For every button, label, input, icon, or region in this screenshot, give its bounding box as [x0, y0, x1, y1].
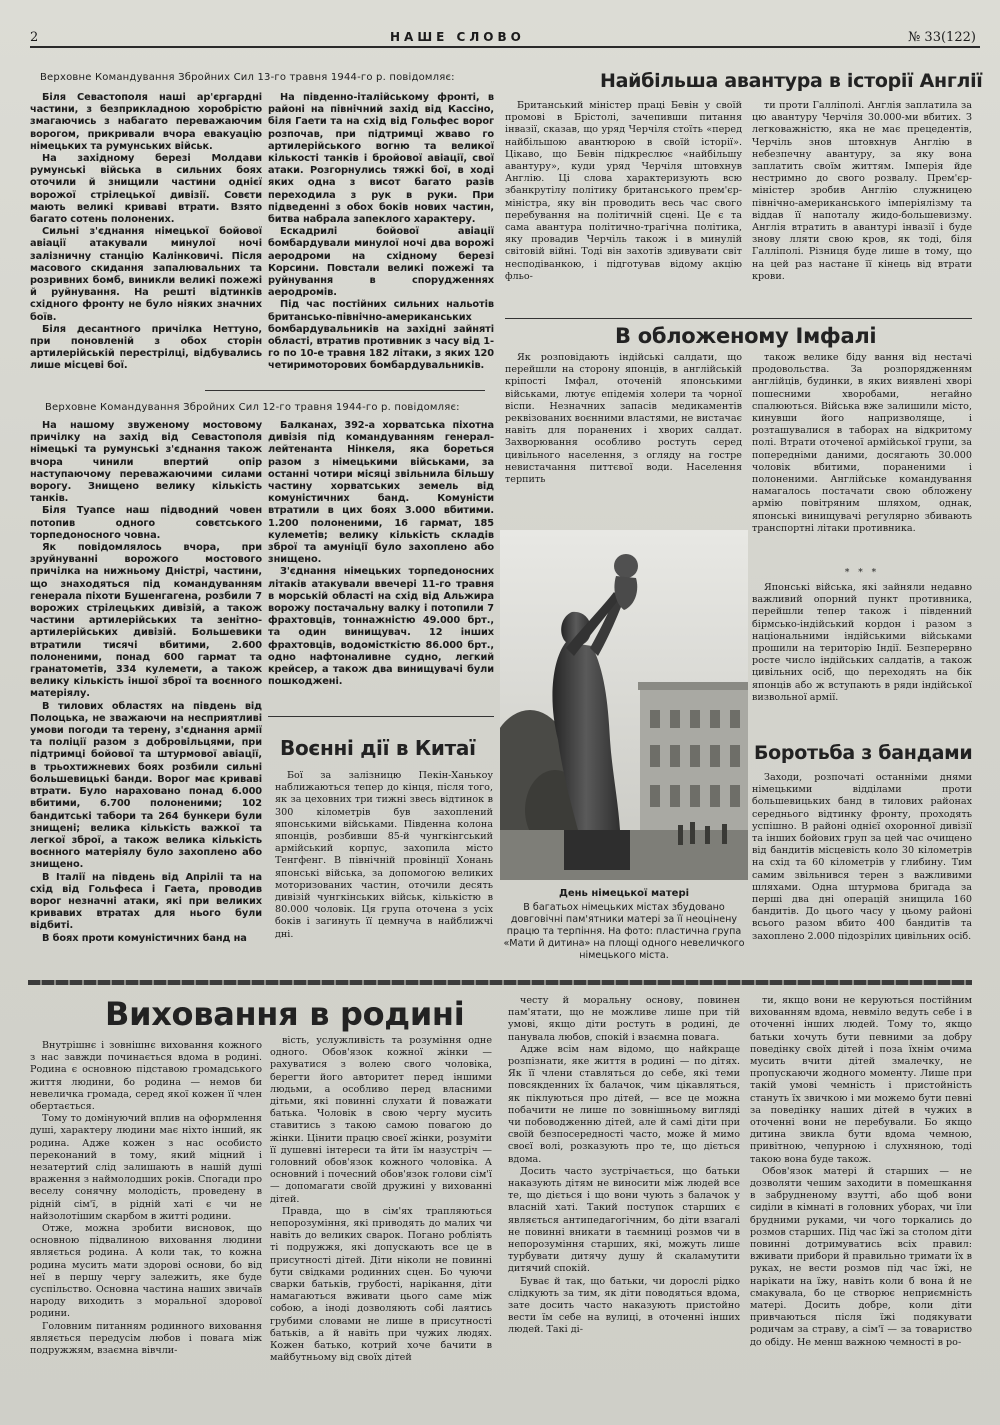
bulletin-2-col-1: [30, 420, 262, 978]
paragraph: Отже, можна зробити висновок, що основною підвалиною виховання людини являється родина. А коли так, то кожна родина мусить мати здорові основи, бо від неї в першу чергу залежить, яке буде суспільство. Основна частина наших звичаїв народу виходить з моральної здорової родини.: [30, 1223, 262, 1320]
upbringing-col-2: [270, 1035, 492, 1400]
upbringing-col-3: [508, 995, 740, 1400]
paragraph: також велике біду вання від нестачі продовольства. За розпорядженням англійців, будинки, в яких виявлені хворі пошесними хворобами, негайно спалюються. Війська вже залишили місто, кинувши його напризволяще, і розташувалися в таборах на відкритому полі. Втрати оточеної армійської групи, за попередніми даними, досягають 30.000 чоловік вбитими, пораненими і полоненими. Англійське командування намагалось постачати свою обложену армію повітряним шляхом, однак, японські винищувачі регулярно збивають транспортні літаки противника.: [752, 352, 972, 534]
gangs-article: [752, 772, 972, 972]
upbringing-col-4: [750, 995, 972, 1400]
paragraph: честу й моральну основу, повинен пам'ятати, що не можливе лише при тій умові, якщо діти ростуть в родині, де панувала любов, спокій і взаємна повага.: [508, 995, 740, 1043]
upbringing-col-1: [30, 1040, 262, 1400]
issue-number: № 33(122): [908, 30, 976, 45]
bulletin-2-title: Верховне Командування Збройних Сил 12-го травня 1944-го р. повідомляє:: [45, 402, 460, 413]
china-article: [275, 770, 493, 978]
paragraph: Британський міністер праці Бевін у своїй промові в Брістолі, зачепивши питання інвазії, сказав, що уряд Черчіля стоїть «перед найбільшою авантюрою в своїй історії». Цікаво, що Бевін підкреслює «найбільшу авантуру», куди уряд Черчіля штовхнув Англію. Ці слова характеризують всю збанкрутілу політику британського прем'єр-міністра, яку він проводить весь час свого перебування на політичній сцені. Це є та сама авантура політично-трагічна політика, яку провадив Черчіль також і в минулій світовій війні. Тоді він захотів здивувати світ несподіванкою, і підготував відому акцію фльо-: [505, 100, 742, 282]
photo-mother-child: [500, 530, 748, 880]
paragraph: Під час постійних сильних нальотів британсько-північно-американських бомбардувальників на західні зайняті області, втратив противник з часу від 1-го по 10-е травня 182 літаки, з яких 120 четиримоторових бомбардувальників.: [268, 299, 494, 372]
paragraph: Біля десантного причілка Неттуно, при поновленій з обох сторін артилерійській перестрілці, відбувались лише місцеві бої.: [30, 323, 262, 372]
article-separator: [505, 318, 972, 319]
imphal-col-2b: [752, 582, 972, 722]
paragraph: Японські війська, які зайняли недавно важливий опорний пункт противника, перейшли тепер також і південний бірмсько-індійський кордон і разом з національними індійськими військами прошили на територію Індії. Безперервно росте число індійських салдатів, а також цивільних осіб, що переходять на бік японців або ж вступають в ряди індійської визвольної армії.: [752, 582, 972, 703]
paragraph: Як розповідають індійські салдати, що перейшли на сторону японців, в англійській кріпості Імфал, оточеній японськими військами, лютує епідемія холери та чорної віспи. Незначних запасів медикаментів реквізованих воєнними властями, не вистачає навіть для поранених і хворих салдат. Захворювання особливо ростуть серед цивільного населення, з огляду на гостре невистачання питтєвої води. Населення терпить: [505, 352, 742, 486]
paragraph: Правда, що в сім'ях трапляються непорозуміння, які приводять до малих чи навіть до великих сварок. Погано робліять ті подружжя, які допускають все це в присутності дітей. Діти ніколи не повинні бути свідками родинних сцен. Бо чуючи сварки батьків, грубості, нарікання, діти намагаються вживати цього саме між собою, а іноді дозволяють собі лаятись грубими словами не лише в присутності батьків, а й навіть при чужих людях. Кожен батько, котрий хоче бачити в майбутньому від своїх дітей: [270, 1205, 492, 1364]
paragraph: ти проти Галліполі. Англія заплатила за цю авантуру Черчіля 30.000-ми вбитих. З легковажністю, яка не має прецедентів, Черчіль знов штовхнув Англію в небезпечну авантуру, за яку вона заплатить своїм життям. Імперія йде нестримно до свого розвалу. Прем'єр-міністер зробив Англію служницею північно-американського імперіялізму та віддав її напоталу жидо-большевизму. Англія втратить в авантурі інвазії і буде знову лляти свою кров, як тоді, біля Галліполі. Різниця буде лише в тому, що на цей раз настане її кінець від втрати крови.: [752, 100, 972, 282]
column-separator: [268, 716, 494, 717]
statue-photo-illustration: [500, 530, 748, 880]
paragraph: В тилових областях на південь від Полоцька, не зважаючи на несприятливі умови погоди та терену, з'єднання армії та поліції разом з добровільцями, при підтримці бойової та штурмової авіації, в трьохтижневих боях розбили сильні большевицькі банди. Ворог має криваві втрати. Було нараховано понад 6.000 вбитими, 6.700 полоненими; 102 бандитські табори та 264 бункери були знищені; велика кількість важкої та легкої зброї, а також велика кількість воєнного матеріялу було захоплено або знищено.: [30, 700, 262, 871]
paragraph: Біля Севастополя наші ар'єргардні частини, з безприкладною хоробрістю змагаючись з набагато переважаючим ворогом, прикривали вчора евакуацію німецьких та румунських військ.: [30, 92, 262, 152]
paragraph: Бої за залізницю Пекін-Ханькоу наближаються тепер до кінця, після того, як за цеховних три тижні звесь відтинок в 300 кілометрів був захоплений японськими військами. Південна колона японців, розбивши 85-й чунгкінгський армійський корпус, захопила місто Тенгфенг. В північній провінції Хонань японські війська, за допомогою великих моторизованих частин, оточили десять дивізій чунгкінських військ, кількістю в 80.000 чоловік. Ця група оточена з усіх боків і загинуть її цемнуча в найближчі дні.: [275, 770, 493, 940]
paragraph: Біля Туапсе наш підводний човен потопив одного совєтського торпедоносного човна.: [30, 505, 262, 541]
gangs-headline: Боротьба з бандами: [754, 742, 973, 764]
paragraph: Заходи, розпочаті останніми днями німецькими відділами проти большевицьких банд в тилових районах середнього відтинку фронту, проходять успішно. В районі однієї охоронної дивізії та інших бойових груп за цей час очищено від бандитів місцевість коло 30 кілометрів на схід та 60 кілометрів у глибину. Тим самим звільнився терен з важливими шляхами. Одна штурмова бригада за перші два дні операцій знищила 160 бандитів. До цього часу у цьому районі всього разом вбито 400 бандитів та захоплено 2.000 підозрілих цивільних осіб.: [752, 772, 972, 942]
paragraph: Досить часто зустрічається, що батьки наказують дітям не виносити між людей все те, що діється і що вони чують з балачок у власній хаті. Такий поступок старших є являється антипедагогічним, бо діти взагалі не повинні вникати в таємниці розмов чи в непорозуміння старших, які, можуть лише турбувати дитячу душу й скаламутити дитячий спокій.: [508, 1165, 740, 1275]
paragraph: Адже всім нам відомо, що найкраще розпізнати, яке життя в родині — по дітях. Як її члени ставляться до себе, які теми повсякденних їх балачок, чим цікавляться, як піклуються про дітей, — все це можна побачити не лише по зовнішньому вигляді чи побоводженню дітей, але й самі діти при своїй безпосередності часто, може й мимо своєї волі, розказують про те, що діється вдома.: [508, 1043, 740, 1165]
imphal-headline: В обложеному Імфалі: [615, 324, 877, 348]
bulletin-separator: [205, 390, 485, 391]
paragraph: Як повідомлялось вчора, при зруйнуванні ворожого мостового причілка на нижньому Дністрі, частини, що знаходяться під командуванням генерала піхоти Бушенгагена, розбили 7 ворожих стрілецьких дивізій, а також частини артилерійських та зенітно-артилерійських дивізій. Большевики втратили тисячі вбитими, 2.600 полоненими, понад 600 гармат та гранатометів, 334 кулемети, а також велику кількість іншої зброї та воєнного матеріялу.: [30, 542, 262, 700]
adventure-headline: Найбільша авантура в історії Англії: [600, 70, 983, 92]
section-divider: [28, 980, 972, 985]
china-headline: Воєнні дії в Китаї: [280, 736, 476, 760]
paragraph: ти, якщо вони не керуються постійним вихованням вдома, невміло ведуть себе і в оточенні інших людей. Тому то, якщо батьки хочуть бути певними за добру поведінку своїх дітей і поза їхнім очима мусить вчити дітей змалечку, не пропускаючи жодного моменту. Лише при такій умові чемність і пристойність стануть їх звичкою і ми можемо бути певні за поведінку наших дітей в чужих в оточенні вони не перебували. Бо якщо дитина звикла бути вдома чемною, привітною, чепурною і слухняною, тоді такою вона буде також.: [750, 995, 972, 1165]
paragraph: Головним питанням родинного виховання являється передусім любов і повага між подружжям, взаємна вівчли-: [30, 1320, 262, 1357]
bulletin-1-col-2: [268, 92, 494, 382]
section-separator: * * *: [844, 568, 880, 578]
paragraph: На нашому звуженому мостовому причілку на захід від Севастополя німецькі та румунські з'єднання також вчора чинили впертий опір наступаючому переважаючими силами ворогу. Знищено велику кількість танків.: [30, 420, 262, 505]
paragraph: Буває й так, що батьки, чи дорослі рідко слідкують за тим, як діти поводяться вдома, зате досить часто наказують пристойно вести їм себе на вулиці, в оточенні інших людей. Такі ді-: [508, 1275, 740, 1336]
photo-caption-title: День німецької матері: [558, 888, 690, 899]
paragraph: Тому то домінуючий вплив на оформлення душі, характеру людини має ніхто інший, як родина. Адже кожен з нас особисто переконаний в тому, який міцний і незатертий слід залишають в нашій душі враження з наймолодших років. Спогади про веселу сонячну молодість, проведену в рідній сім'ї, в рідній хаті є чи не найзолотішим скарбом в житті родини.: [30, 1113, 262, 1222]
bulletin-1-title: Верховне Командування Збройних Сил 13-го травня 1944-го р. повідомляє:: [40, 72, 455, 83]
paragraph: Ескадрилі бойової авіації бомбардували минулої ночі два ворожі аеродроми на східному березі Корсини. Повстали великі пожежі та руйнування в спорудженнях аеродромів.: [268, 226, 494, 299]
paragraph: На південно-італійському фронті, в районі на північний захід від Кассіно, біля Гаети та на схід від Гольфес ворог розпочав, при підтримці жваво го артилерійського вогню та великої кількості танків і бройової авіації, свої атаки. Розгорнулись тяжкі бої, в ході яких одна з висот багато разів переходила з рук в руки. При підведенні з обох боків нових частин, битва набрала запеклого характеру.: [268, 92, 494, 226]
paragraph: Обов'язок матері й старших — не дозволяти чешим заходити в помешкання в забрудненому взутті, або щоб вони сиділи в кімнаті в головних уборах, чи їли брудними руками, чи чого торкались до розмов старших. Під час їжі за столом діти повинні дотримуватись всіх правил: вживати прибори й правильно тримати їх в руках, не вести розмов під час їжі, не нарікати на їжу, навіть коли б вона й не смакувала, бо це створює неприємність матері. Досить добре, коли діти привчаються після їжі подякувати родичам за страву, а сім'ї — за товариство до обіду. Не менш важною чемності в ро-: [750, 1165, 972, 1348]
paragraph: На західному березі Молдави румунські війська в сильних боях оточили й знищили частини однієї ворожої стрілецької дивізії. Совєти мають великі криваві втрати. Взято багато сотень полонених.: [30, 153, 262, 226]
paper-name: НАШЕ СЛОВО: [390, 30, 525, 44]
paragraph: вість, услужливість та розуміння одне одного. Обов'язок кожної жінки — рахуватися з волею свого чоловіка, берегти його авторитет перед іншими людьми, а особливо перед власними дітьми, які повинні слухати й поважати батька. Чоловік в свою чергу мусить ставитись з такою самою повагою до жінки. Цінити працю своєї жінки, розуміти її душевні інтереси та йти їм назустріч — головний обов'язок кожного чоловіка. А основний і почесний обов'язок голови сім'ї — допомагати своїй дружині у вихованні дітей.: [270, 1035, 492, 1205]
paragraph: Сильні з'єднання німецької бойової авіації атакували минулої ночі залізничну станцію Калінковичі. Після масового скидання запалювальних та розривних бомб, виникли великі пожежі й руйнування. На решті відтинків східного фронту не було ніяких значних боїв.: [30, 226, 262, 323]
adventure-col-1: [505, 100, 742, 315]
imphal-col-1: [505, 352, 742, 524]
paragraph: Балканах, 392-а хорватська піхотна дивізія під командуванням генерал-лейтенанта Нінкеля, яка бореться разом з німецькими військами, за останні чотири місяці звільнила більшу частину хорватських земель від комуністичних банд. Комуністи втратили в цих боях 3.000 вбитими. 1.200 полоненими, 16 гармат, 185 кулеметів; велику кількість складів зброї та амуніції було захоплено або знищено.: [268, 420, 494, 566]
adventure-col-2: [752, 100, 972, 315]
paragraph: В боях проти комуністичних банд на: [42, 932, 247, 944]
paragraph: Внутрішнє і зовнішнє виховання кожного з нас завжди починається вдома в родині. Родина є основною підставою громадського життя людини, бо родина — немов би невеличка громада, серед якої кожен її член обертається.: [30, 1040, 262, 1113]
upbringing-headline: Виховання в родині: [105, 995, 465, 1033]
page-number: 2: [30, 30, 39, 45]
bulletin-2-col-2: [268, 420, 494, 710]
paragraph: В Італії на південь від Апріліі та на схід від Гольфеса і Гаета, проводив ворог незначні атаки, які при великих кривавих втратах для нього були відбиті.: [30, 871, 262, 932]
photo-caption-text: В багатьох німецьких містах збудовано довговічні пам'ятники матері за її неоцінену працю та терпіння. На фото: пластична група «Мати й дитина» на площі одного невеличкого німецького міста.: [503, 902, 745, 961]
imphal-col-2: [752, 352, 972, 567]
bulletin-1-col-1: [30, 92, 262, 392]
paragraph: З'єднання німецьких торпедоносних літаків атакували ввечері 11-го травня в морській області на схід від Альжира ворожу постачальну валку і потопили 7 фрахтовців, тоннажністю 49.000 брт., та один винищувач. 12 інших фрахтовців, водомісткістю 86.000 брт., одно нафтоналивне судно, легкий крейсер, а також два винищувачі були пошкоджені.: [268, 566, 494, 688]
header-rule: [30, 46, 980, 48]
